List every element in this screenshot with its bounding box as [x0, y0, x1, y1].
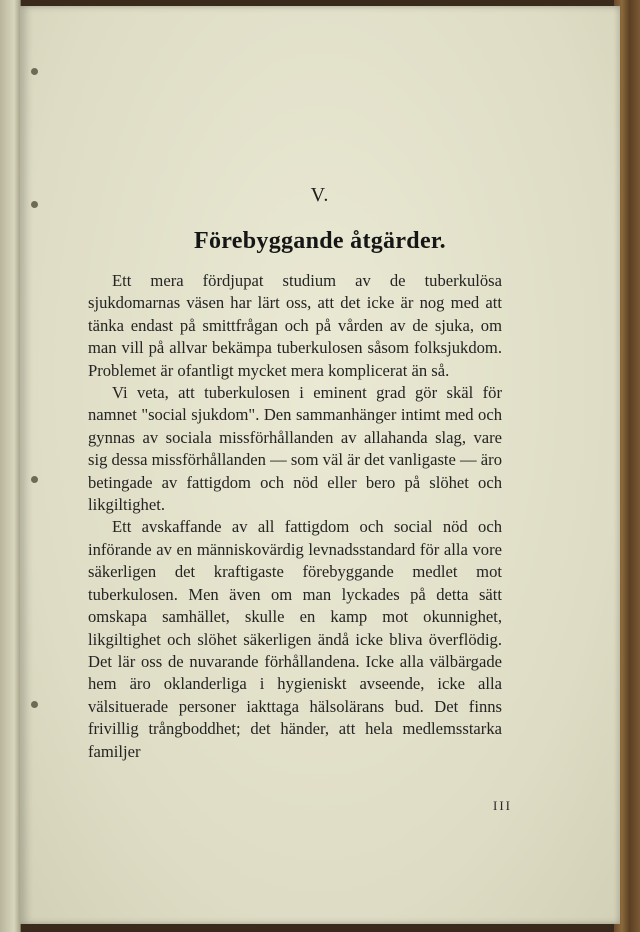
- binding-stitch-icon: [31, 476, 38, 483]
- page-number: III: [493, 798, 512, 813]
- body-text: [88, 270, 502, 763]
- binding-stitch-icon: [31, 701, 38, 708]
- binding-stitch-icon: [31, 68, 38, 75]
- book-page: [20, 6, 620, 924]
- chapter-number: V.: [310, 184, 330, 206]
- paragraph: Vi veta, att tuberkulosen i eminent grad gör skäl för namnet "social sjukdom". Den sammanhänger intimt med och gynnas av sociala missförhållanden av allahanda slag, vare sig dessa missförhållanden — som väl är det vanligaste — äro betingade av fattigdom och nöd eller bero på slöhet och likgiltighet.: [88, 383, 502, 515]
- chapter-title: Förebyggande åtgärder.: [194, 228, 446, 254]
- paragraph: Ett mera fördjupat studium av de tuberkulösa sjukdomarnas väsen har lärt oss, att det icke är nog med att tänka endast på smittfrågan och på vården av de sjuka, om man vill på allvar bekämpa tuberkulosen såsom folksjukdom. Problemet är ofantligt mycket mera komplicerat än så.: [88, 271, 502, 380]
- left-page-edge: [0, 0, 21, 932]
- paragraph: Ett avskaffande av all fattigdom och social nöd och införande av en människovärdig levnadsstandard för alla vore säkerligen det kraftigaste förebyggande medlet mot tuberkulosen. Men även om man lyckades på detta sätt omskapa samhället, skulle en kamp mot okunnighet, likgiltighet och slöhet säkerligen ändå icke bliva överflödig. Det lär oss de nuvarande förhållandena. Icke alla välbärgade hem äro oklanderliga i hygieniskt avseende, icke alla välsituerade personer iakttaga hälsolärans bud. Det finns frivillig trångboddhet; det händer, att hela medlemsstarka familjer: [88, 517, 502, 761]
